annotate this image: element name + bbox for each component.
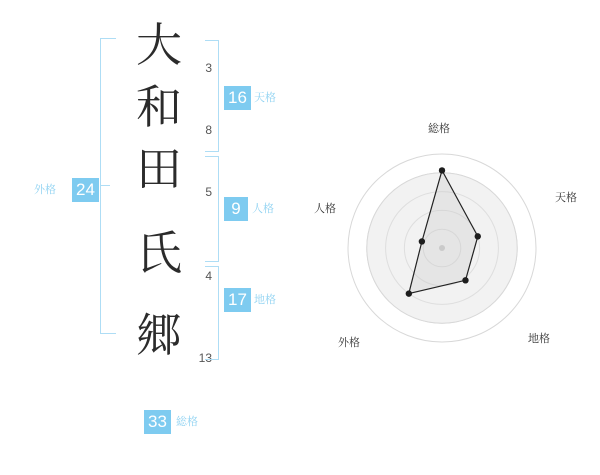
kanji-3-char: 田 [136,142,182,196]
kanji-3 [128,138,212,200]
kanji-1-char: 大 [136,18,182,72]
kanji-2 [128,76,212,138]
radar-axis-label-tenkaku: 天格 [555,192,577,204]
gaikaku-value: 24 [72,178,99,202]
radar-axis-label-gaikaku: 外格 [338,337,360,349]
kanji-4-char: 氏 [136,226,182,280]
kanji-4-count: 4 [205,269,212,283]
kanji-1-count: 3 [205,61,212,75]
soukaku-label: 総格 [176,416,198,428]
outer-bracket [100,38,116,334]
radar-chart [300,0,600,470]
chikaku-label: 地格 [254,294,276,306]
gaikaku-label: 外格 [34,184,56,196]
kanji-gap [128,200,190,222]
kanji-4 [128,222,212,284]
kanji-1 [128,14,212,76]
kanji-2-char: 和 [136,80,182,134]
radar-axis-label-jinkaku: 人格 [314,203,336,215]
kanji-2-count: 8 [205,123,212,137]
jinkaku-value: 9 [224,197,248,221]
chikaku-bracket [205,266,219,360]
jinkaku-bracket [205,156,219,262]
kanji-5 [128,304,212,366]
kanji-column [128,14,212,366]
radar-axis-label-chikaku: 地格 [528,333,550,345]
jinkaku-label: 人格 [252,203,274,215]
name-breakdown-panel [0,0,300,470]
kanji-3-count: 5 [205,185,212,199]
radar-axis-label-soukaku: 総格 [428,123,450,135]
chikaku-value: 17 [224,288,251,312]
radar-chart-panel [300,0,600,470]
kanji-5-count: 13 [198,351,212,365]
outer-bracket-tick [100,185,110,186]
tenkaku-bracket [205,40,219,152]
kanji-5-char: 郷 [136,308,182,362]
soukaku-value: 33 [144,410,171,434]
tenkaku-label: 天格 [254,92,276,104]
tenkaku-value: 16 [224,86,251,110]
kanji-gap-2 [128,284,190,304]
